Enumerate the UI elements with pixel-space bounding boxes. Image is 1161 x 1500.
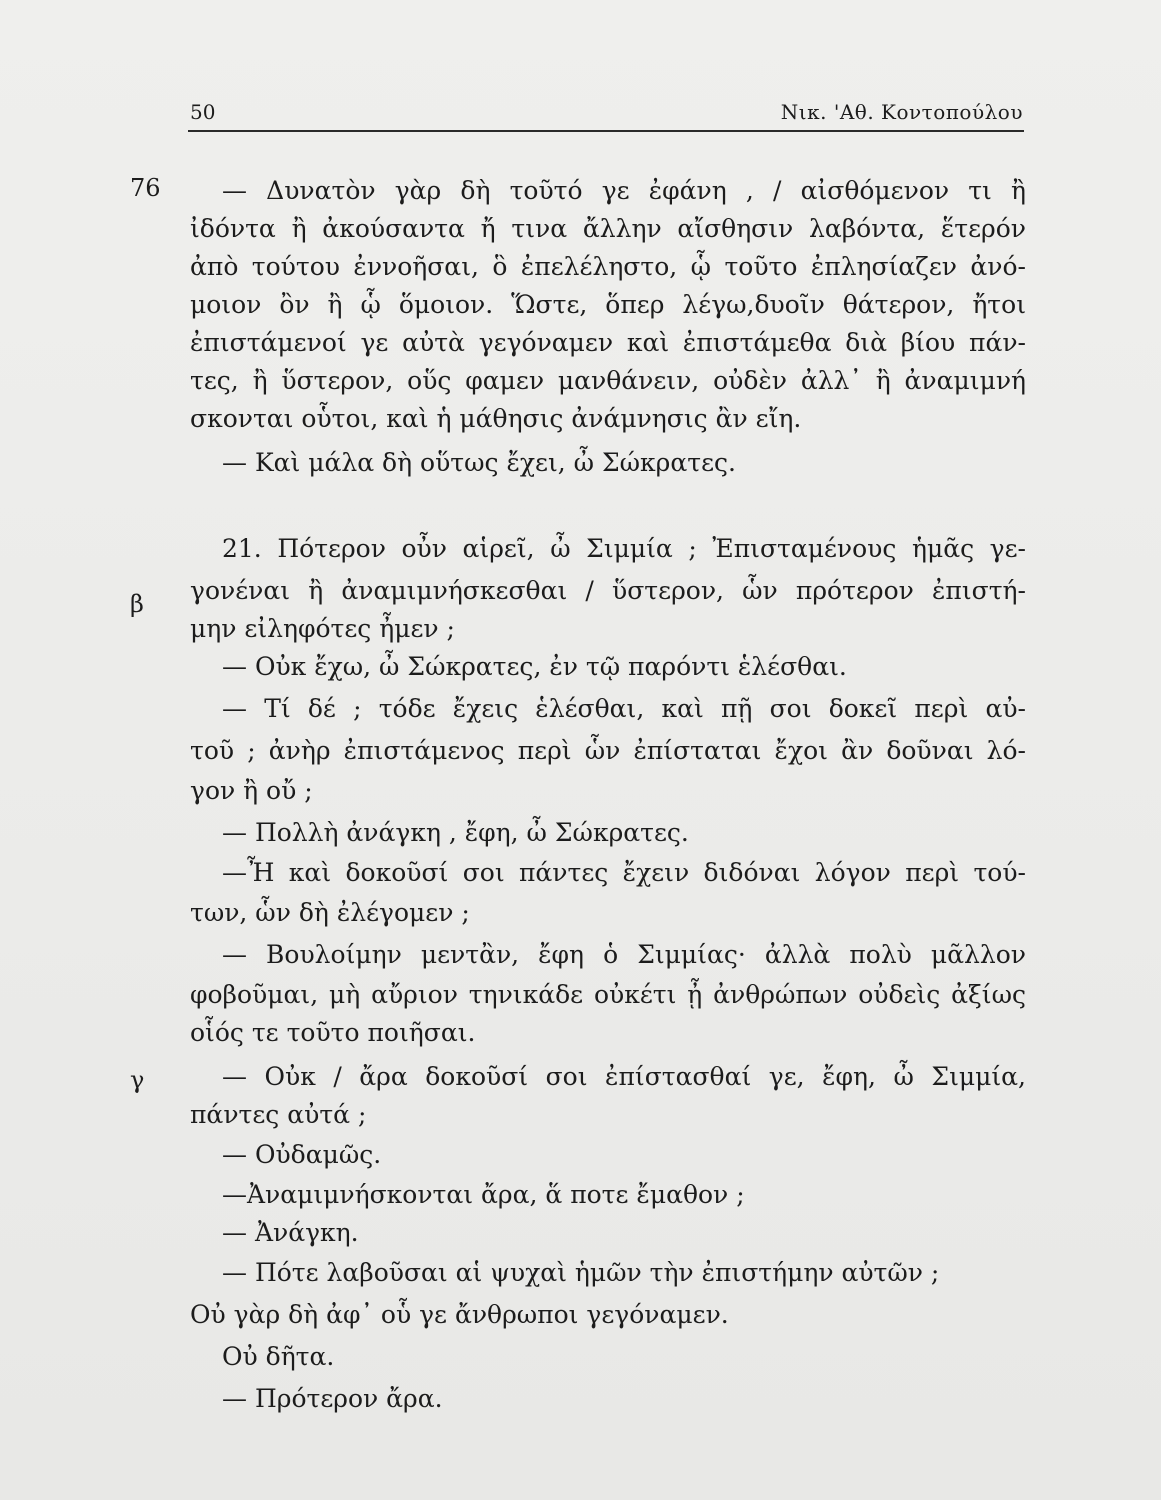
text-line: ἐπιστάμενοί γε αὐτὰ γεγόναμεν καὶ ἐπιστάμεθα διὰ βίου πάν- — [190, 328, 1026, 357]
text-line: — Δυνατὸν γὰρ δὴ τοῦτό γε ἐφάνη , / αἰσθόμενον τι ἢ — [222, 176, 1026, 205]
text-line: ἰδόντα ἢ ἀκούσαντα ἤ τινα ἄλλην αἴσθησιν λαβόντα, ἕτερόν — [190, 214, 1026, 243]
text-line: —Ἀναμιμνήσκονται ἄρα, ἅ ποτε ἔμαθον ; — [222, 1180, 745, 1209]
text-line: γονέναι ἢ ἀναμιμνήσκεσθαι / ὕστερον, ὧν πρότερον ἐπιστή- — [190, 576, 1026, 605]
text-line: —Ἦ καὶ δοκοῦσί σοι πάντες ἔχειν διδόναι λόγον περὶ τού- — [222, 858, 1026, 887]
text-line: ἀπὸ τούτου ἐννοῆσαι, ὃ ἐπελέληστο, ᾧ τοῦτο ἐπλησίαζεν ἀνό- — [190, 252, 1026, 281]
text-line: Οὐ δῆτα. — [222, 1342, 335, 1371]
text-line: μοιον ὂν ἢ ᾧ ὅμοιον. Ὥστε, ὅπερ λέγω,δυοῖν θάτερον, ἤτοι — [190, 290, 1026, 319]
text-line: 21. Πότερον οὖν αἱρεῖ, ὦ Σιμμία ; Ἐπισταμένους ἡμᾶς γε- — [222, 534, 1026, 563]
text-line: — Τί δέ ; τόδε ἔχεις ἑλέσθαι, καὶ πῇ σοι δοκεῖ περὶ αὐ- — [222, 694, 1026, 723]
text-line: — Πότε λαβοῦσαι αἱ ψυχαὶ ἡμῶν τὴν ἐπιστήμην αὐτῶν ; — [222, 1258, 940, 1287]
header-rule — [188, 130, 1024, 132]
text-line: — Καὶ μάλα δὴ οὕτως ἔχει, ὦ Σώκρατες. — [222, 448, 736, 477]
text-line: φοβοῦμαι, μὴ αὔριον τηνικάδε οὐκέτι ᾖ ἀνθρώπων οὐδεὶς ἀξίως — [190, 980, 1026, 1009]
text-line: — Οὐκ / ἄρα δοκοῦσί σοι ἐπίστασθαί γε, ἔφη, ὦ Σιμμία, — [222, 1062, 1026, 1091]
text-line: τοῦ ; ἀνὴρ ἐπιστάμενος περὶ ὧν ἐπίσταται ἔχοι ἂν δοῦναι λό- — [190, 736, 1026, 765]
margin-marker-gamma: γ — [130, 1066, 145, 1094]
text-line: — Οὐδαμῶς. — [222, 1140, 382, 1169]
text-line: οἷός τε τοῦτο ποιῆσαι. — [190, 1018, 476, 1047]
page-number: 50 — [190, 100, 216, 124]
section-number-76: 76 — [130, 174, 161, 202]
text-line: — Βουλοίμην μεντἂν, ἔφη ὁ Σιμμίας· ἀλλὰ πολὺ μᾶλλον — [222, 940, 1026, 969]
text-line: πάντες αὐτά ; — [190, 1100, 367, 1129]
text-line: σκονται οὗτοι, καὶ ἡ μάθησις ἀνάμνησις ἂν εἴη. — [190, 404, 802, 433]
text-line: των, ὧν δὴ ἐλέγομεν ; — [190, 898, 470, 927]
text-line: — Πολλὴ ἀνάγκη , ἔφη, ὦ Σώκρατες. — [222, 818, 689, 847]
text-line: γον ἢ οὔ ; — [190, 776, 313, 805]
text-line: μην εἰληφότες ἦμεν ; — [190, 614, 455, 643]
text-line: Οὐ γὰρ δὴ ἀφ᾽ οὗ γε ἄνθρωποι γεγόναμεν. — [190, 1300, 729, 1329]
text-line: — Οὐκ ἔχω, ὦ Σώκρατες, ἐν τῷ παρόντι ἑλέσθαι. — [222, 652, 847, 681]
text-line: — Πρότερον ἄρα. — [222, 1384, 443, 1413]
running-title: Νικ. 'Αθ. Κοντοπούλου — [780, 100, 1023, 124]
text-line: — Ἀνάγκη. — [222, 1218, 359, 1247]
margin-marker-beta: β — [130, 590, 144, 618]
text-line: τες, ἢ ὕστερον, οὕς φαμεν μανθάνειν, οὐδὲν ἀλλ᾽ ἢ ἀναμιμνή — [190, 366, 1026, 395]
